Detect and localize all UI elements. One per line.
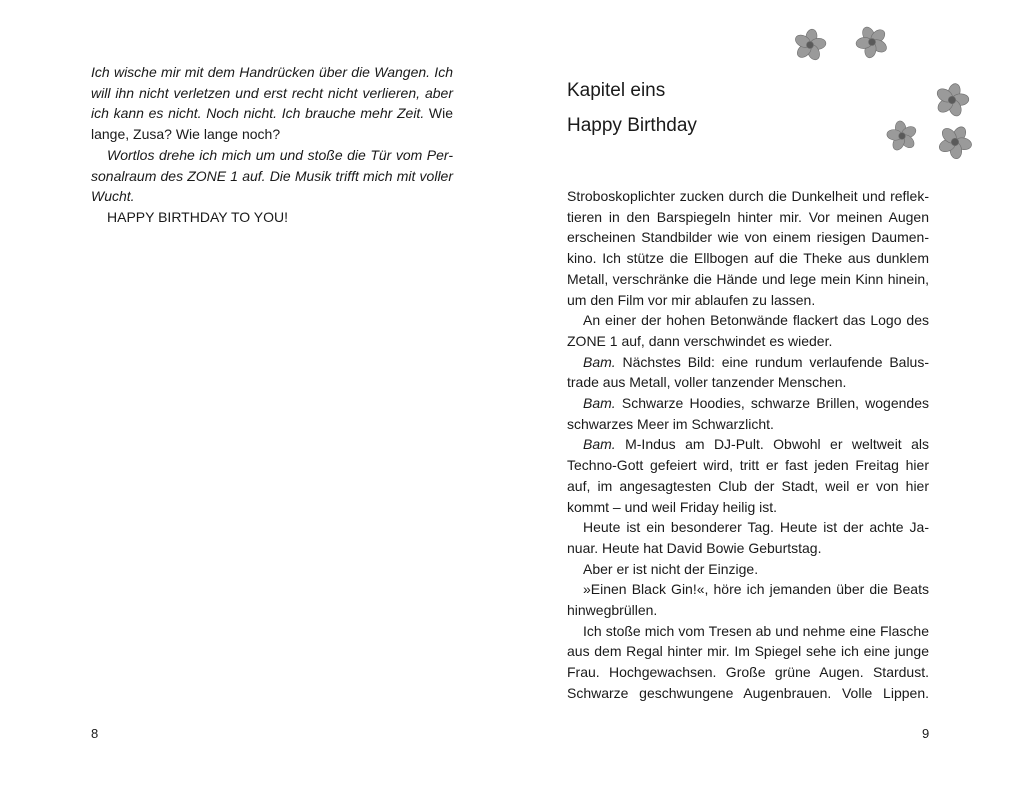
text-segment: aus dem Regal hinter mir. Im Spiegel sehe ich eine junge — [567, 643, 929, 660]
text-line — [567, 414, 929, 435]
text-line — [567, 538, 929, 559]
text-line — [91, 124, 453, 145]
text-segment: schwarzes Meer im Schwarzlicht. — [567, 415, 774, 432]
text-segment: sonalraum des ZONE 1 auf. Die Musik trifft mich mit voller — [91, 167, 453, 184]
text-line — [567, 600, 929, 621]
flower-icon — [884, 118, 921, 154]
text-line — [567, 476, 929, 497]
text-segment: Frau. Hochgewachsen. Große grüne Augen. Stardust. — [567, 664, 929, 681]
text-segment: Stroboskoplichter zucken durch die Dunkelheit und reflek- — [567, 188, 929, 204]
text-segment: kino. Ich stütze die Ellbogen auf die Theke aus dunklem — [567, 250, 929, 267]
text-segment: Wucht. — [91, 188, 135, 205]
text-segment: hinwegbrüllen. — [567, 602, 658, 618]
text-line — [91, 83, 453, 104]
text-segment: ZONE 1 auf, dann verschwindet es wieder. — [567, 332, 833, 349]
text-line — [91, 62, 453, 83]
text-line — [91, 186, 453, 207]
text-segment: Schwarze geschwungene Augenbrauen. Volle Lippen. — [567, 684, 929, 701]
flower-icon — [850, 20, 894, 63]
text-segment: nuar. Heute hat David Bowie Geburtstag. — [567, 539, 822, 556]
flower-icon — [930, 79, 973, 121]
text-segment: Bam. — [583, 436, 616, 453]
text-line — [567, 393, 929, 414]
text-line — [567, 683, 929, 704]
page-number-left: 8 — [91, 726, 99, 741]
text-segment: erscheinen Standbilder wie von einem riesigen Daumen- — [567, 229, 929, 246]
text-segment: Heute ist ein besonderer Tag. Heute ist der achte Ja- — [583, 519, 929, 536]
text-line — [567, 372, 929, 393]
text-segment: kommt – und weil Friday heilig ist. — [567, 498, 778, 515]
text-line — [567, 517, 929, 538]
text-line — [567, 310, 929, 331]
text-line — [91, 103, 453, 124]
text-line — [567, 579, 929, 600]
text-segment: Wie — [424, 105, 454, 122]
text-segment: M-Indus am DJ-Pult. Obwohl er weltweit als — [615, 436, 929, 453]
text-segment: Aber er ist nicht der Einzige. — [583, 560, 759, 577]
text-segment: will ihn nicht verletzen und erst recht nicht verlieren, aber — [91, 84, 453, 101]
text-segment: Ich wische mir mit dem Handrücken über die Wangen. Ich — [91, 64, 453, 80]
text-segment: HAPPY BIRTHDAY TO YOU! — [107, 208, 289, 225]
text-segment: auf, im angesagtesten Club der Stadt, weil er von hier — [567, 477, 929, 494]
text-segment: um den Film vor mir ablaufen zu lassen. — [567, 291, 816, 308]
text-segment: Metall, verschränke die Hände und lege mein Kinn hinein, — [567, 270, 929, 287]
text-line — [567, 455, 929, 476]
text-line — [567, 207, 929, 228]
text-line — [567, 227, 929, 248]
text-segment: trade aus Metall, voller tanzender Menschen. — [567, 374, 847, 391]
text-line — [91, 145, 453, 166]
text-line — [567, 269, 929, 290]
text-line — [567, 662, 929, 683]
text-segment: Bam. — [583, 353, 616, 370]
text-segment: »Einen Black Gin!«, höre ich jemanden über die Beats — [583, 581, 929, 598]
text-segment: Nächstes Bild: eine rundum verlaufende Balus- — [615, 353, 929, 370]
text-segment: Bam. — [583, 395, 616, 411]
text-line — [567, 186, 929, 207]
text-segment: ich kann es nicht. Noch nicht. Ich brauche mehr Zeit. — [91, 105, 425, 122]
text-line — [567, 621, 929, 642]
chapter-label: Kapitel eins — [567, 80, 666, 101]
flower-decoration — [780, 20, 980, 170]
text-line — [567, 248, 929, 269]
page-number-right: 9 — [922, 726, 930, 741]
text-line — [567, 331, 929, 352]
text-line — [567, 434, 929, 455]
text-line — [567, 497, 929, 518]
text-segment: An einer der hohen Betonwände flackert das Logo des — [583, 312, 929, 329]
text-line — [567, 559, 929, 580]
flower-icon — [931, 119, 979, 166]
text-segment: lange, Zusa? Wie lange noch? — [91, 126, 281, 143]
text-segment: Schwarze Hoodies, schwarze Brillen, wogendes — [615, 395, 929, 411]
text-segment: tieren in den Barspiegeln hinter mir. Vor meinen Augen — [567, 208, 929, 225]
text-segment: Techno-Gott gefeiert wird, tritt er fast jeden Freitag hier — [567, 457, 929, 474]
text-segment: Ich stoße mich vom Tresen ab und nehme eine Flasche — [583, 622, 929, 639]
flower-icon — [791, 26, 830, 64]
text-line — [91, 207, 453, 228]
chapter-title: Happy Birthday — [567, 115, 697, 136]
text-line — [567, 290, 929, 311]
text-line — [567, 352, 929, 373]
text-segment: Wortlos drehe ich mich um und stoße die Tür vom Per- — [107, 146, 453, 163]
text-line — [567, 641, 929, 662]
text-line — [91, 166, 453, 187]
